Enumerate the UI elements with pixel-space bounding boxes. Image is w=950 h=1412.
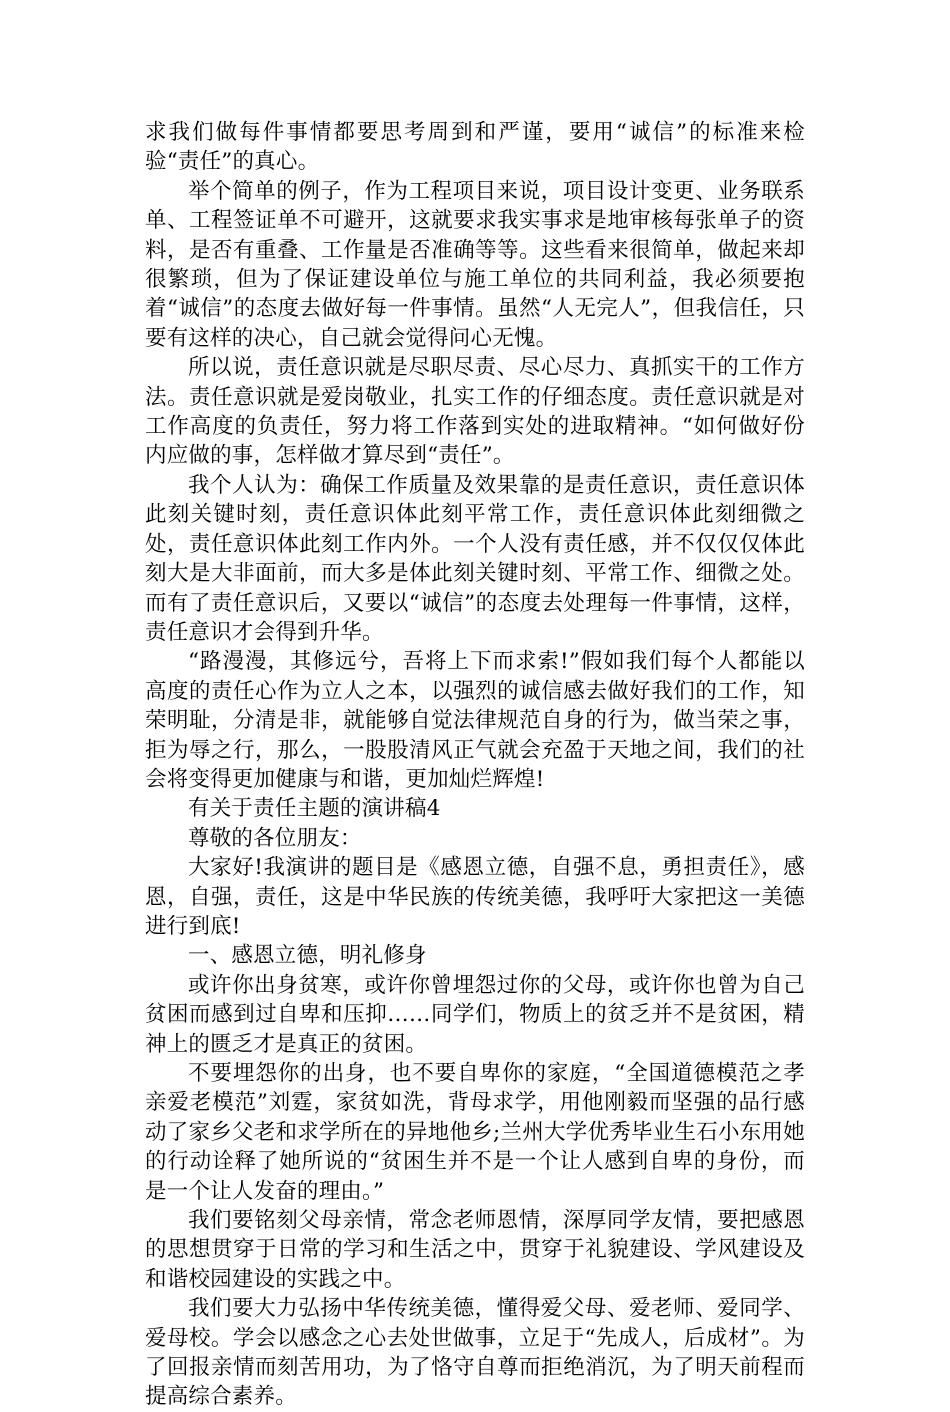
paragraph-engineering-example: 举个简单的例子，作为工程项目来说，项目设计变更、业务联系单、工程签证单不可避开，这就要求我实事求是地审核每张单子的资料，是否有重叠、工作量是否准确等等。这些看来很简单，做起来却很繁琐，但为了保证建设单位与施工单位的共同利益，我必须要抱着“诚信”的态度去做好每一件事情。虽然“人无完人”，但我信任，只要有这样的决心，自己就会觉得问心无愧。 <box>145 178 805 351</box>
section-heading-1: 一、感恩立德，明礼修身 <box>188 943 427 969</box>
paragraph-speech-intro: 大家好!我演讲的题目是《感恩立德，自强不息，勇担责任》，感恩，自强，责任，这是中华民族的传统美德，我呼吁大家把这一美德进行到底! <box>145 855 805 939</box>
paragraph-responsibility-method: 所以说，责任意识就是尽职尽责、尽心尽力、真抓实干的工作方法。责任意识就是爱岗敬业，扎实工作的仔细态度。责任意识就是对工作高度的负责任，努力将工作落到实处的进取精神。“如何做好份内应做的事，怎样做才算尽到“责任”。 <box>145 355 805 469</box>
paragraph-poverty: 或许你出身贫寒，或许你曾埋怨过你的父母，或许你也曾为自己贫困而感到过自卑和压抑……同学们，物质上的贫乏并不是贫困，精神上的匮乏才是真正的贫困。 <box>145 972 805 1057</box>
paragraph-role-models: 不要埋怨你的出身，也不要自卑你的家庭，“全国道德模范之孝亲爱老模范”刘霆，家贫如洗，背母求学，用他刚毅而坚强的品行感动了家乡父老和求学所在的异地他乡;兰州大学优秀毕业生石小东用她的行动诠释了她所说的“贫困生并不是一个让人感到自卑的身份，而是一个让人发奋的理由。” <box>145 1061 805 1204</box>
salutation: 尊敬的各位朋友： <box>188 825 362 851</box>
paragraph-conclusion: “路漫漫，其修远兮，吾将上下而求索!”假如我们每个人都能以高度的责任心作为立人之本，以强烈的诚信感去做好我们的工作，知荣明耻，分清是非，就能够自觉法律规范自身的行为，做当荣之事，拒为辱之行，那么，一股股清风正气就会充盈于天地之间，我们的社会将变得更加健康与和谐，更加灿烂辉煌! <box>145 649 805 792</box>
paragraph-personal-view: 我个人认为：确保工作质量及效果靠的是责任意识，责任意识体此刻关键时刻，责任意识体此刻平常工作，责任意识体此刻细微之处，责任意识体此刻工作内外。一个人没有责任感，并不仅仅仅体此刻大是大非面前，而大多是体此刻关键时刻、平常工作、细微之处。而有了责任意识后，又要以“诚信”的态度去处理每一件事情，这样，责任意识才会得到升华。 <box>145 472 805 645</box>
document-page <box>145 118 805 1412</box>
speech-title: 有关于责任主题的演讲稿4 <box>188 796 441 822</box>
paragraph-virtues: 我们要大力弘扬中华传统美德，懂得爱父母、爱老师、爱同学、爱母校。学会以感念之心去处世做事，立足于“先成人，后成材”。为了回报亲情而刻苦用功，为了恪守自尊而拒绝消沉，为了明天前程而提高综合素养。 <box>145 1296 805 1410</box>
paragraph-gratitude: 我们要铭刻父母亲情，常念老师恩情，深厚同学友情，要把感恩的思想贯穿于日常的学习和生活之中，贯穿于礼貌建设、学风建设及和谐校园建设的实践之中。 <box>145 1208 805 1292</box>
paragraph-continuation: 求我们做每件事情都要思考周到和严谨，要用“诚信”的标准来检验“责任”的真心。 <box>145 120 805 175</box>
